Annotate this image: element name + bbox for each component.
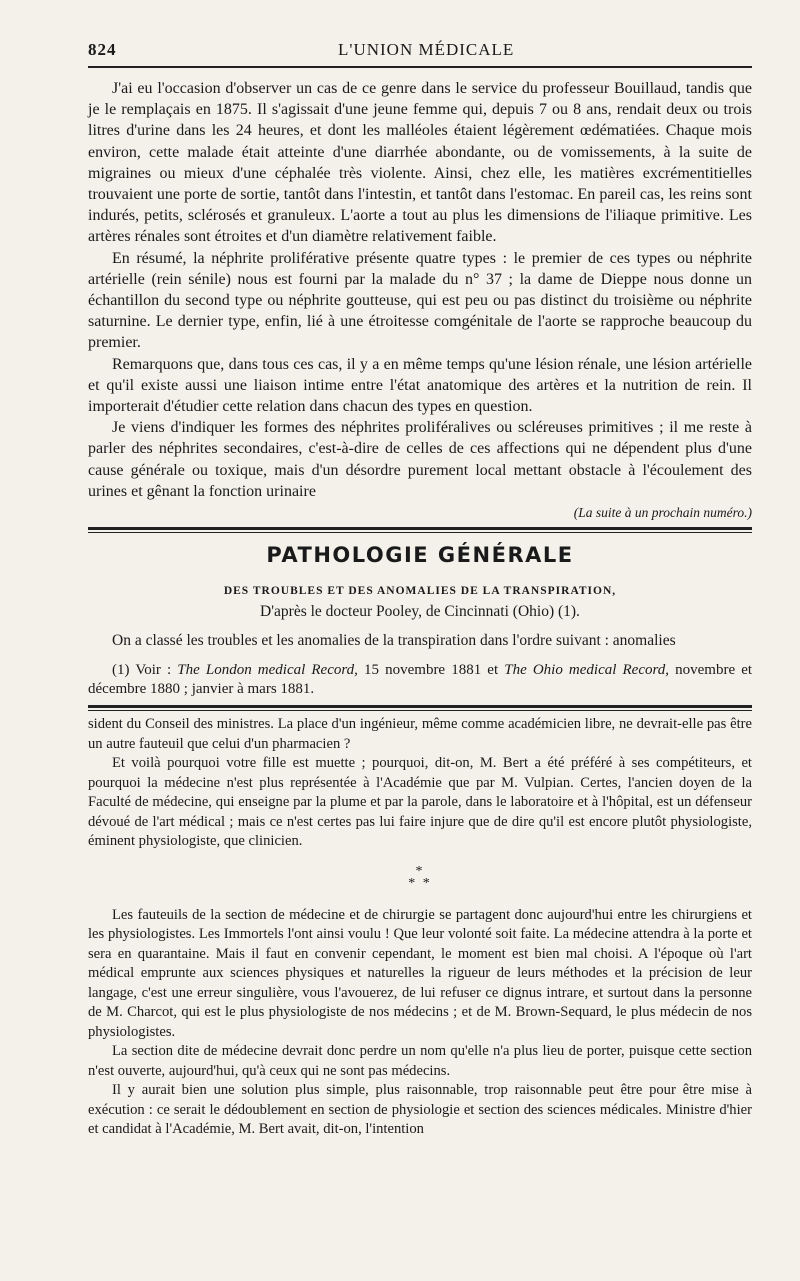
article-title: DES TROUBLES ET DES ANOMALIES DE LA TRANSPIRATION, [223, 585, 617, 598]
byline: D'après le docteur Pooley, de Cincinnati (Ohio) (1). [260, 603, 580, 621]
footnote-text: 15 novembre 1881 et [364, 662, 499, 679]
feuilleton-divider [88, 705, 752, 711]
paragraph: J'ai eu l'occasion d'observer un cas de ce genre dans le service du professeur Bouillaud, tandis que je le remplaçais en 1875. Il s'agissait d'une jeune femme qui, depuis 7 ou 8 ans, rendait deux ou trois litres d'urine dans les 24 heures, et dont les malléoles étaient légèrement œdématiées. Chaque mois environ, cette malade était atteinte d'une diarrhée abondante, ou de vomissements, à la suite de migraines ou mieux d'une céphalée très violente. Ainsi, chez elle, les matières excrémentitielles trouvaient une porte de sortie, tantôt dans l'intestin, et tantôt dans l'estomac. En pareil cas, les reins sont indurés, petits, sclérosés et granuleux. L'aorte a tout au plus les dimensions de l'iliaque primitive. Les artères rénales sont étroites et d'un diamètre relativement faible. [88, 80, 752, 246]
paragraph: La section dite de médecine devrait donc perdre un nom qu'elle n'a plus lieu de porter, puisque cette section n'est ouverte, aujourd'hui, qu'à ceux qui ne sont pas médecins. [88, 1043, 752, 1079]
paragraph: Les fauteuils de la section de médecine et de chirurgie se partagent donc aujourd'hui entre les chirurgiens et les physiologistes. Les Immortels l'ont ainsi voulu ! Que leur volonté soit faite. La médecine attendra à la porte et sera en quarantaine. Mais il faut en convenir cependant, le moment est bien mal choisi. A l'époque où l'art médical emprunte aux sciences physiques et naturelles la rigueur de leurs méthodes et la précision de leur langage, c'est une erreur singulière, vous l'avouerez, de lui refuser ce dignus intrare, et surtout dans la personne de M. Charcot, qui est le plus physiologiste de nos médecins ; et de M. Brown-Sequard, le plus médecin de nos physiologistes. [88, 906, 752, 1040]
asterism: * * * [408, 863, 432, 891]
section-title: PATHOLOGIE GÉNÉRALE [266, 543, 574, 568]
page-number: 824 [88, 40, 117, 59]
feuilleton [88, 715, 752, 1140]
running-header [88, 40, 752, 68]
footnote [88, 661, 752, 699]
intro-paragraph: On a classé les troubles et les anomalies de la transpiration dans l'ordre suivant : anomalies [112, 632, 676, 650]
section-divider [88, 527, 752, 533]
paragraph: Remarquons que, dans tous ces cas, il y a en même temps qu'une lésion rénale, une lésion artérielle et qu'il existe aussi une liaison intime entre l'état anatomique des artères et la nutrition de rein. Il importerait d'étudier cette relation dans chacun des types en question. [88, 355, 752, 416]
paragraph: Et voilà pourquoi votre fille est muette ; pourquoi, dit-on, M. Bert a été préféré à ses compétiteurs, et pourquoi la médecine n'est plus représentée à l'Académie que par M. Vulpian. Certes, l'ancien doyen de la Faculté de médecine, qui enseigne par la plume et par la parole, dans le laboratoire et à l'hôpital, est un défenseur dévoué de l'art médical ; mais ce n'est certes pas lui faire injure que de dire qu'il est encore plutôt physiologiste, éminent physiologiste, que clinicien. [88, 755, 752, 850]
paragraph: Il y aurait bien une solution plus simple, plus raisonnable, trop raisonnable peut être pour être mise à exécution : ce serait le dédoublement en section de physiologie et section des sciences médicales. Ministre d'hier et candidat à l'Académie, M. Bert avait, dit-on, l'intention [88, 1082, 752, 1138]
footnote-text: novembre et décembre 1880 ; janvier à mars 1881. [88, 662, 753, 698]
paragraph: sident du Conseil des ministres. La place d'un ingénieur, même comme académicien libre, ne devrait-elle pas être un autre fauteuil que celui d'un pharmacien ? [88, 716, 752, 752]
paragraph: En résumé, la néphrite proliférative présente quatre types : le premier de ces types ou néphrite artérielle (rein sénile) nous est fourni par la malade du n° 37 ; la dame de Dieppe nous donne un échantillon du second type ou néphrite goutteuse, qui est peu ou pas distinct du troisième ou néphrite saturnine. Le dernier type, enfin, lié à une étroitesse comgénitale de l'aorte se rapproche beaucoup du premier. [88, 249, 752, 352]
journal-title: L'UNION MÉDICALE [338, 40, 515, 59]
article-continuation [88, 78, 752, 521]
footnote-journal: The Ohio medical Record, [504, 662, 670, 679]
footnote-prefix: (1) Voir : [112, 662, 172, 679]
paragraph: Je viens d'indiquer les formes des néphrites proliféralives ou scléreuses primitives ; il me reste à parler des néphrites secondaires, c'est-à-dire de celles de ces affections qui ne dépendent plus d'une cause générale ou toxique, mais d'un désordre purement local mettant obstacle à l'écoulement des urines et gênant la fonction urinaire [88, 419, 752, 500]
footnote-journal: The London medical Record, [177, 662, 358, 679]
continuation-note: (La suite à un prochain numéro.) [573, 505, 752, 521]
